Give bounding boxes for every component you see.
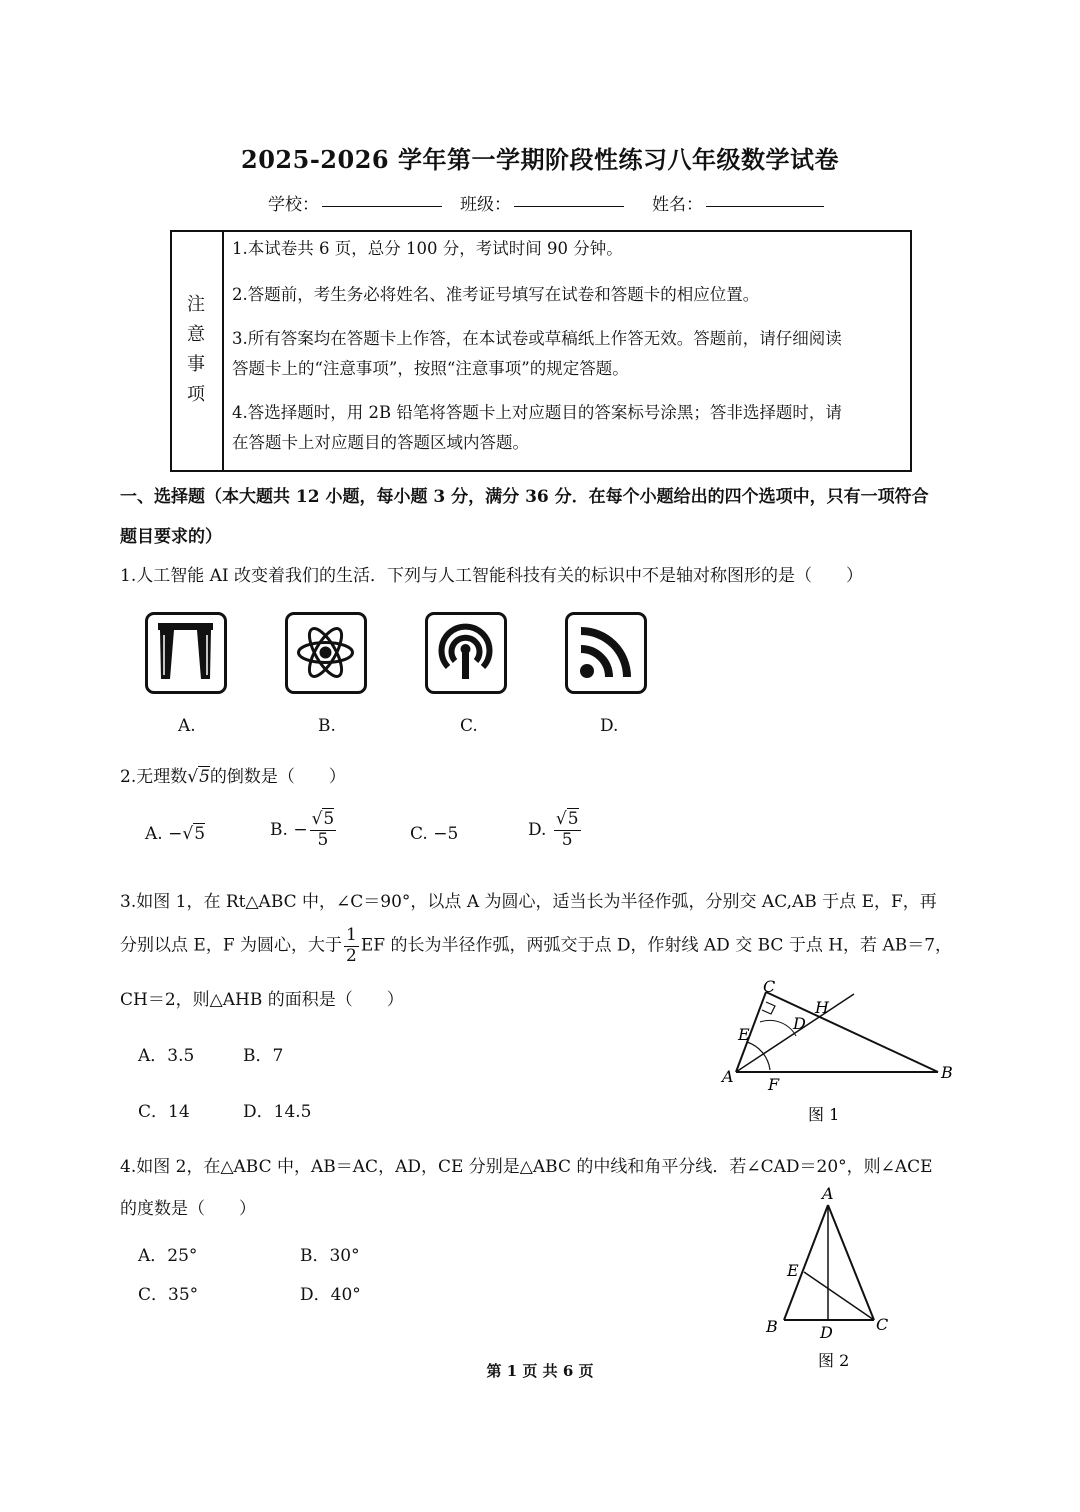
notice-heading-char: 注: [187, 294, 205, 315]
q2-option-a-sign: −: [168, 824, 183, 844]
name-blank[interactable]: [706, 206, 824, 207]
question-3-line-3: CH＝2，则△AHB 的面积是（ ）: [120, 990, 404, 1010]
q2-option-d-num: 5: [567, 809, 579, 829]
q3-option-a[interactable]: A．3.5: [138, 1046, 195, 1066]
q2-option-d[interactable]: [528, 810, 583, 850]
fig2-point-e: E: [787, 1261, 799, 1280]
q3-line2-post: EF 的长为半径作弧，两弧交于点 D，作射线 AD 交 BC 于点 H，若 AB＝7，: [360, 935, 953, 956]
q3-option-b[interactable]: B．7: [243, 1046, 284, 1066]
q2-option-c[interactable]: [410, 824, 458, 844]
q3-frac-num: 1: [346, 925, 357, 945]
q2-option-b-sign: −: [293, 820, 308, 841]
notice-item: 3.所有答案均在答题卡上作答，在本试卷或草稿纸上作答无效。答题前，请仔细阅读: [232, 329, 842, 348]
rss-feed-icon: [565, 612, 647, 694]
fig2-point-b: B: [766, 1317, 778, 1336]
notice-box: [170, 230, 912, 472]
q4-option-b[interactable]: B．30°: [300, 1246, 360, 1266]
q1-option-c[interactable]: C.: [460, 716, 478, 736]
fig1-point-d: D: [793, 1014, 806, 1033]
school-blank[interactable]: [322, 206, 442, 207]
q2-stem-pre: 2.无理数: [120, 767, 188, 787]
fig2-point-d: D: [820, 1323, 833, 1342]
q4-option-c[interactable]: C．35°: [138, 1285, 199, 1305]
q2-option-b-label: B.: [270, 820, 288, 841]
figure-2: [760, 1180, 900, 1370]
class-blank[interactable]: [514, 206, 624, 207]
q2-option-a-radicand: 5: [194, 824, 206, 844]
question-3-line-2: [120, 926, 970, 966]
q2-option-c-label: C.: [410, 824, 428, 844]
fig2-point-a: A: [822, 1184, 834, 1203]
class-label: 班级：: [460, 195, 511, 215]
section-heading: 一、选择题（本大题共 12 小题，每小题 3 分，满分 36 分．在每个小题给出的四个选项中，只有一项符合: [120, 487, 929, 507]
notice-item: 1.本试卷共 6 页，总分 100 分，考试时间 90 分钟。: [232, 239, 623, 258]
fig1-point-h: H: [815, 998, 829, 1017]
q3-option-c[interactable]: C．14: [138, 1102, 190, 1122]
page-footer: 第 1 页 共 6 页: [486, 1362, 594, 1380]
question-4-line-1: 4.如图 2，在△ABC 中，AB＝AC，AD，CE 分别是△ABC 的中线和角平分线．若∠CAD＝20°，则∠ACE: [120, 1157, 933, 1177]
q2-option-a[interactable]: A. −√5: [145, 824, 206, 844]
q2-option-b-num: 5: [323, 809, 335, 829]
school-label: 学校：: [268, 195, 319, 215]
q2-stem-post: 的倒数是（ ）: [209, 767, 346, 787]
q1-option-b[interactable]: B.: [318, 716, 336, 736]
question-2-stem: 2.无理数√5的倒数是（ ）: [120, 767, 346, 787]
q3-half-fraction: [344, 926, 359, 966]
notice-item: 答题卡上的“注意事项”，按照“注意事项”的规定答题。: [232, 359, 629, 378]
page-title: 2025-2026 学年第一学期阶段性练习八年级数学试卷: [241, 145, 839, 174]
question-4-line-2: 的度数是（ ）: [120, 1199, 256, 1219]
fig2-caption: 图 2: [818, 1351, 850, 1370]
fig2-point-c: C: [876, 1315, 889, 1334]
fig1-point-f: F: [768, 1075, 780, 1094]
name-label: 姓名：: [652, 195, 703, 215]
fig1-point-c: C: [763, 977, 776, 996]
q2-option-d-label: D.: [528, 820, 547, 841]
q2-option-a-label: A.: [145, 824, 163, 844]
fig1-point-a: A: [722, 1067, 734, 1086]
q4-option-d[interactable]: D．40°: [300, 1285, 361, 1305]
question-3-line-1: 3.如图 1，在 Rt△ABC 中，∠C＝90°，以点 A 为圆心，适当长为半径作弧，分别交 AC,AB 于点 E，F，再: [120, 892, 937, 912]
q2-option-c-value: −5: [433, 824, 459, 844]
q1-option-d[interactable]: D.: [600, 716, 619, 736]
q1-option-a[interactable]: A.: [178, 716, 196, 736]
notice-item: 4.答选择题时，用 2B 铅笔将答题卡上对应题目的答案标号涂黑；答非选择题时，请: [232, 403, 842, 422]
section-heading-cont: 题目要求的）: [120, 527, 222, 547]
q2-option-b[interactable]: [270, 810, 338, 850]
q3-option-d[interactable]: D．14.5: [243, 1102, 312, 1122]
notice-item: 2.答题前，考生务必将姓名、准考证号填写在试卷和答题卡的相应位置。: [232, 285, 760, 304]
q3-frac-den: 2: [346, 945, 357, 966]
q2-radicand: 5: [199, 767, 210, 787]
notice-heading-char: 事: [187, 354, 205, 375]
atom-icon: [285, 612, 367, 694]
q2-option-b-den: 5: [317, 829, 329, 850]
q3-line2-pre: 分别以点 E，F 为圆心，大于: [120, 935, 343, 956]
q2-option-d-den: 5: [561, 829, 573, 850]
figure-1: [700, 970, 970, 1125]
signal-antenna-icon: [425, 612, 507, 694]
notice-item: 在答题卡上对应题目的答题区域内答题。: [232, 433, 529, 452]
q2-option-b-fraction: $\frac{√5}{5}$: [311, 809, 335, 850]
fig1-point-e: E: [738, 1025, 750, 1044]
q4-option-a[interactable]: A．25°: [138, 1246, 198, 1266]
fig1-point-b: B: [941, 1063, 953, 1082]
notice-heading: [172, 232, 224, 470]
q2-option-d-fraction: $\frac{√5}{5}$: [555, 809, 579, 850]
fig1-caption: 图 1: [808, 1105, 840, 1124]
question-1-stem: 1.人工智能 AI 改变着我们的生活．下列与人工智能科技有关的标识中不是轴对称图形的是（ ）: [120, 566, 864, 586]
notice-heading-char: 项: [187, 384, 205, 405]
notice-heading-char: 意: [187, 324, 205, 345]
curtain-icon: [145, 612, 227, 694]
